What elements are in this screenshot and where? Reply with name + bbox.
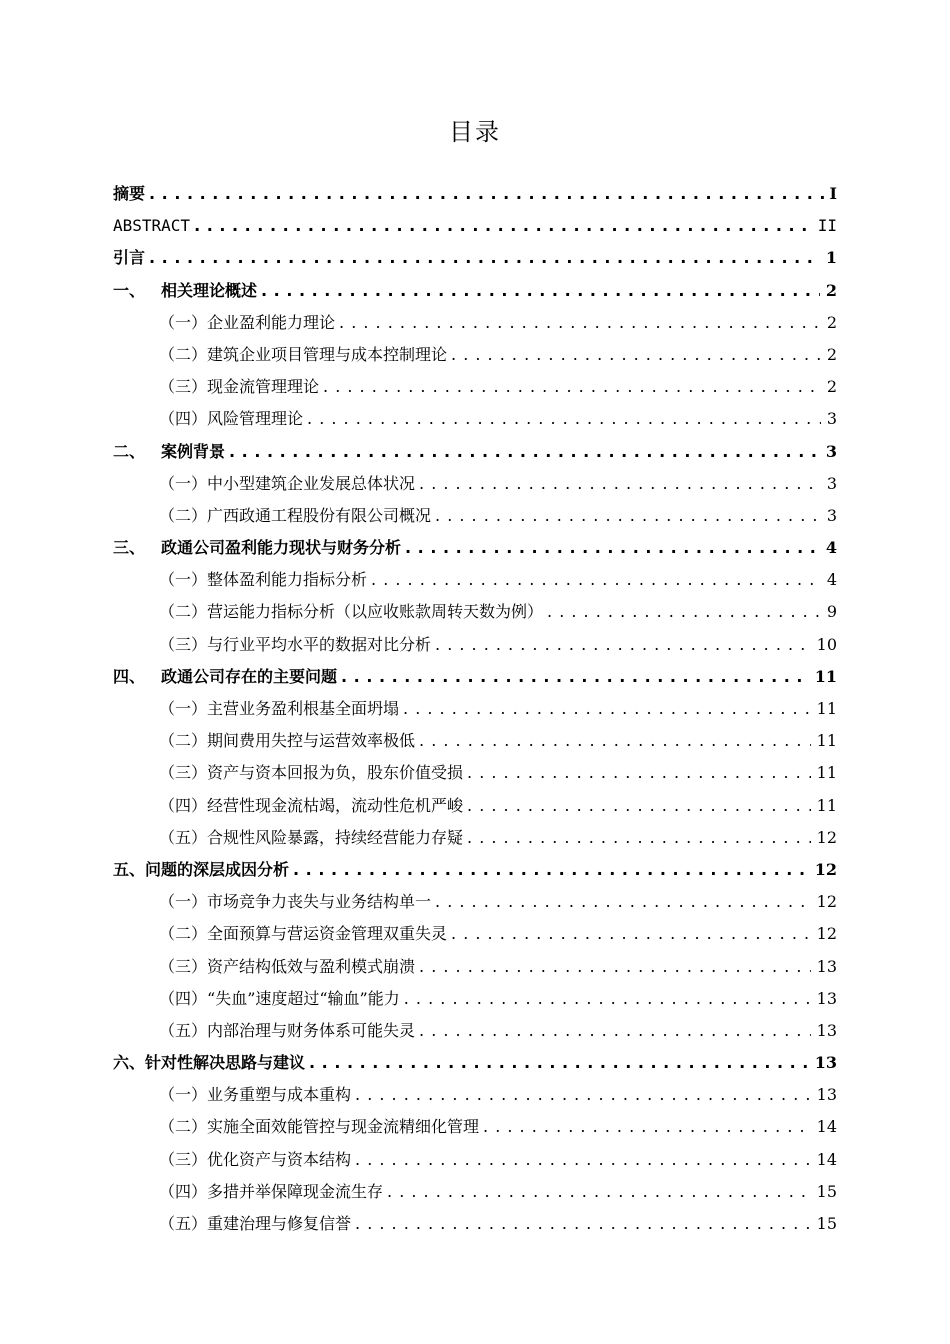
- dot-leader: [405, 532, 820, 564]
- dot-leader: [229, 436, 820, 468]
- toc-entry-label: 市场竞争力丧失与业务结构单一: [207, 892, 432, 912]
- toc-entry-page-number: 15: [816, 1214, 837, 1233]
- toc-subsection-entry[interactable]: [113, 1111, 837, 1143]
- dot-leader: [451, 918, 811, 950]
- toc-entry-label: 合规性风险暴露，持续经营能力存疑: [207, 827, 464, 847]
- dot-leader: [355, 1144, 811, 1176]
- toc-entry-label: 政通公司盈利能力现状与财务分析: [161, 538, 402, 558]
- toc-entry-label: 摘要: [113, 184, 146, 203]
- toc-entry-page-number: 4: [825, 538, 837, 558]
- dot-leader: [467, 757, 811, 789]
- toc-entry-label: 期间费用失控与运营效率极低: [207, 731, 416, 751]
- toc-entry-label: 相关理论概述: [161, 280, 258, 300]
- dot-leader: [547, 596, 821, 628]
- toc-entry-number: （二）: [159, 602, 208, 622]
- toc-subsection-entry[interactable]: [113, 339, 837, 371]
- toc-subsection-entry[interactable]: [113, 1144, 837, 1176]
- dot-leader: [323, 371, 821, 403]
- toc-entry-label: 资产与资本回报为负，股东价值受损: [207, 763, 464, 783]
- toc-entry-label: 五、问题的深层成因分析: [113, 859, 290, 879]
- dot-leader: [435, 500, 821, 532]
- toc-entry-number: （二）: [159, 505, 208, 525]
- toc-entry-page-number: 11: [814, 666, 837, 686]
- toc-section-entry[interactable]: [113, 854, 837, 886]
- toc-entry-page-number: 13: [814, 1053, 837, 1073]
- toc-entry-number: （五）: [159, 1214, 208, 1233]
- toc-entry-label: 全面预算与营运资金管理双重失灵: [207, 924, 448, 944]
- toc-entry-page-number: 13: [816, 1085, 837, 1105]
- toc-subsection-entry[interactable]: [113, 1208, 837, 1240]
- toc-section-entry[interactable]: [113, 178, 837, 210]
- toc-entry-page-number: 12: [816, 924, 837, 944]
- toc-entry-number: （三）: [159, 763, 208, 783]
- toc-entry-number: （四）: [159, 795, 208, 815]
- toc-entry-page-number: 13: [816, 988, 837, 1008]
- toc-entry-number: （五）: [159, 1020, 208, 1040]
- toc-entry-label: 案例背景: [161, 441, 226, 461]
- toc-entry-number: （一）: [159, 312, 208, 332]
- toc-section-entry[interactable]: [113, 210, 837, 242]
- toc-entry-page-number: 12: [816, 892, 837, 912]
- table-of-contents: [113, 178, 837, 1240]
- toc-entry-label: 资产结构低效与盈利模式崩溃: [207, 956, 416, 976]
- toc-entry-label: 政通公司存在的主要问题: [161, 666, 338, 686]
- toc-entry-label: 业务重塑与成本重构: [207, 1085, 352, 1105]
- toc-entry-number: 一、: [113, 280, 146, 300]
- dot-leader: [293, 854, 809, 886]
- toc-entry-number: 三、: [113, 538, 146, 558]
- toc-entry-number: （二）: [159, 924, 208, 944]
- dot-leader: [341, 661, 809, 693]
- dot-leader: [419, 725, 811, 757]
- dot-leader: [309, 1047, 809, 1079]
- toc-entry-page-number: 3: [826, 473, 837, 493]
- dot-leader: [451, 339, 821, 371]
- toc-entry-page-number: 11: [816, 795, 837, 815]
- toc-entry-page-number: 3: [825, 441, 837, 461]
- toc-entry-page-number: 9: [826, 602, 837, 622]
- toc-entry-page-number: I: [829, 184, 837, 203]
- toc-entry-number: （三）: [159, 956, 208, 976]
- toc-entry-label: 经营性现金流枯竭，流动性危机严峻: [207, 795, 464, 815]
- toc-entry-page-number: 2: [825, 280, 837, 300]
- toc-subsection-entry[interactable]: [113, 1079, 837, 1111]
- toc-entry-page-number: 11: [816, 731, 837, 751]
- toc-entry-number: （一）: [159, 473, 208, 493]
- dot-leader: [149, 242, 820, 274]
- toc-entry-number: （三）: [159, 1149, 208, 1169]
- toc-subsection-entry[interactable]: [113, 693, 837, 725]
- toc-entry-number: 四、: [113, 666, 146, 686]
- toc-entry-page-number: 4: [826, 570, 837, 590]
- toc-subsection-entry[interactable]: [113, 918, 837, 950]
- toc-section-entry[interactable]: [113, 661, 837, 693]
- dot-leader: [355, 1208, 811, 1240]
- toc-entry-number: （三）: [159, 634, 208, 654]
- toc-entry-label: 与行业平均水平的数据对比分析: [207, 634, 432, 654]
- toc-entry-page-number: 13: [816, 1020, 837, 1040]
- toc-entry-page-number: 2: [826, 344, 837, 364]
- toc-entry-label: 重建治理与修复信誉: [207, 1214, 352, 1233]
- toc-entry-page-number: 13: [816, 956, 837, 976]
- toc-subsection-entry[interactable]: [113, 500, 837, 532]
- toc-entry-label: 风险管理理论: [207, 409, 304, 429]
- dot-leader: [419, 468, 821, 500]
- toc-entry-label: 整体盈利能力指标分析: [207, 570, 368, 590]
- dot-leader: [149, 178, 824, 210]
- toc-entry-page-number: 2: [826, 312, 837, 332]
- dot-leader: [339, 307, 821, 339]
- toc-entry-page-number: 2: [826, 377, 837, 397]
- toc-entry-label: 企业盈利能力理论: [207, 312, 336, 332]
- toc-subsection-entry[interactable]: [113, 757, 837, 789]
- dot-leader: [435, 886, 811, 918]
- toc-subsection-entry[interactable]: [113, 1015, 837, 1047]
- toc-entry-page-number: 3: [826, 409, 837, 429]
- toc-entry-page-number: 11: [816, 699, 837, 718]
- toc-entry-number: （四）: [159, 409, 208, 429]
- dot-leader: [435, 629, 811, 661]
- toc-section-entry[interactable]: [113, 1047, 837, 1079]
- dot-leader: [467, 790, 811, 822]
- toc-entry-page-number: 14: [816, 1149, 837, 1169]
- toc-subsection-entry[interactable]: [113, 307, 837, 339]
- toc-subsection-entry[interactable]: [113, 468, 837, 500]
- toc-entry-number: （二）: [159, 1117, 208, 1137]
- toc-entry-label: 实施全面效能管控与现金流精细化管理: [207, 1117, 480, 1137]
- toc-entry-page-number: 1: [825, 248, 837, 268]
- toc-section-entry[interactable]: [113, 275, 837, 307]
- toc-entry-label: ABSTRACT: [113, 216, 191, 236]
- page-title: 目录: [449, 118, 501, 146]
- toc-entry-label: 中小型建筑企业发展总体状况: [207, 473, 416, 493]
- dot-leader: [483, 1111, 811, 1143]
- dot-leader: [419, 1015, 811, 1047]
- toc-entry-number: （一）: [159, 892, 208, 912]
- toc-entry-page-number: II: [817, 216, 837, 236]
- toc-entry-label: 引言: [113, 248, 146, 268]
- toc-entry-label: 建筑企业项目管理与成本控制理论: [207, 344, 448, 364]
- toc-section-entry[interactable]: [113, 242, 837, 274]
- toc-entry-label: 优化资产与资本结构: [207, 1149, 352, 1169]
- dot-leader: [307, 403, 821, 435]
- toc-entry-label: 内部治理与财务体系可能失灵: [207, 1020, 416, 1040]
- dot-leader: [419, 951, 811, 983]
- toc-entry-label: 现金流管理理论: [207, 377, 320, 397]
- toc-section-entry[interactable]: [113, 532, 837, 564]
- toc-entry-label: 广西政通工程股份有限公司概况: [207, 505, 432, 525]
- toc-entry-label: 主营业务盈利根基全面坍塌: [207, 699, 400, 718]
- dot-leader: [467, 822, 811, 854]
- toc-subsection-entry[interactable]: [113, 564, 837, 596]
- toc-entry-number: （五）: [159, 827, 208, 847]
- toc-entry-number: （二）: [159, 344, 208, 364]
- toc-entry-label: 多措并举保障现金流生存: [207, 1181, 384, 1201]
- toc-subsection-entry[interactable]: [113, 629, 837, 661]
- dot-leader: [261, 275, 820, 307]
- dot-leader: [194, 210, 812, 242]
- toc-entry-number: （一）: [159, 570, 208, 590]
- toc-subsection-entry[interactable]: [113, 403, 837, 435]
- dot-leader: [355, 1079, 811, 1111]
- toc-entry-label: 六、针对性解决思路与建议: [113, 1053, 306, 1073]
- toc-entry-page-number: 3: [826, 505, 837, 525]
- toc-entry-page-number: 12: [816, 827, 837, 847]
- toc-entry-page-number: 10: [816, 634, 837, 654]
- toc-subsection-entry[interactable]: [113, 886, 837, 918]
- toc-subsection-entry[interactable]: [113, 822, 837, 854]
- dot-leader: [371, 564, 821, 596]
- dot-leader: [403, 693, 811, 725]
- dot-leader: [404, 983, 811, 1015]
- toc-subsection-entry[interactable]: [113, 951, 837, 983]
- toc-section-entry[interactable]: [113, 436, 837, 468]
- toc-subsection-entry[interactable]: [113, 725, 837, 757]
- toc-entry-label: “失血”速度超过“输血”能力: [207, 988, 400, 1008]
- toc-subsection-entry[interactable]: [113, 790, 837, 822]
- toc-entry-page-number: 14: [816, 1117, 837, 1137]
- toc-entry-number: （四）: [159, 1181, 208, 1201]
- toc-entry-page-number: 12: [814, 859, 837, 879]
- toc-entry-number: （三）: [159, 377, 208, 397]
- toc-entry-number: （二）: [159, 731, 208, 751]
- toc-entry-number: （四）: [159, 988, 208, 1008]
- toc-entry-page-number: 15: [816, 1181, 837, 1201]
- toc-entry-number: （一）: [159, 1085, 208, 1105]
- toc-entry-label: 营运能力指标分析（以应收账款周转天数为例）: [207, 602, 544, 622]
- toc-subsection-entry[interactable]: [113, 371, 837, 403]
- dot-leader: [387, 1176, 811, 1208]
- toc-entry-number: （一）: [159, 699, 208, 718]
- toc-subsection-entry[interactable]: [113, 1176, 837, 1208]
- toc-subsection-entry[interactable]: [113, 983, 837, 1015]
- toc-entry-number: 二、: [113, 441, 146, 461]
- toc-entry-page-number: 11: [816, 763, 837, 783]
- toc-subsection-entry[interactable]: [113, 596, 837, 628]
